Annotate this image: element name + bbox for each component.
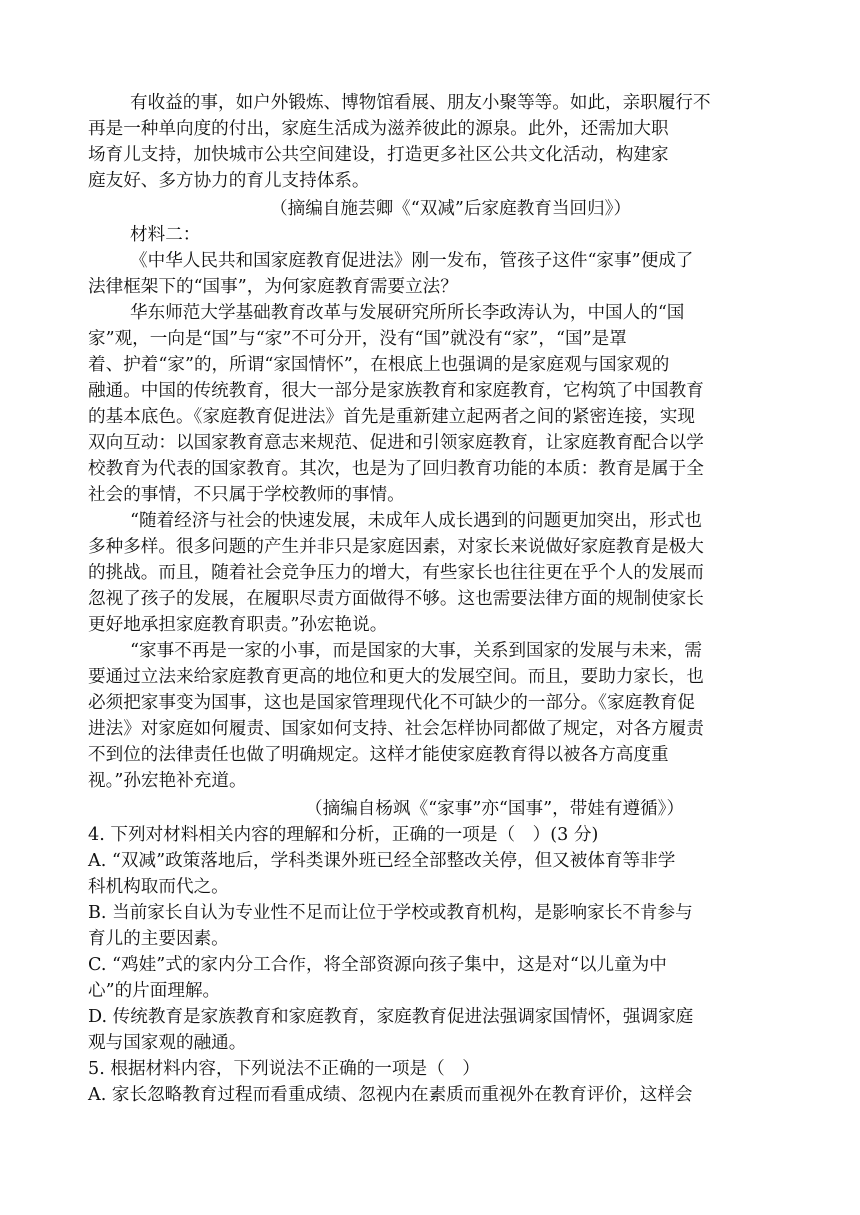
text-line: 必须把家事变为国事，这也是国家管理现代化不可缺少的一部分。《家庭教育促 <box>88 693 695 713</box>
text-line: 不到位的法律责任也做了明确规定。这样才能使家庭教育得以被各方高度重 <box>88 745 669 765</box>
text-line: 更好地承担家庭教育职责。”孙宏艳说。 <box>88 615 388 635</box>
text-line: 家”观，一向是“国”与“家”不可分开，没有“国”就没有“家”，“国”是罩 <box>88 329 627 349</box>
answer-option-c: 心”的片面理解。 <box>88 981 221 1001</box>
text-line: 的基本底色。《家庭教育促进法》首先是重新建立起两者之间的紧密连接，实现 <box>88 407 695 427</box>
answer-option-b: 育儿的主要因素。 <box>88 929 229 949</box>
answer-option-d: D. 传统教育是家族教育和家庭教育，家庭教育促进法强调家国情怀，强调家庭 <box>88 1007 694 1027</box>
source-citation: （摘编自施芸卿《“双减”后家庭教育当回归》） <box>270 199 632 219</box>
text-line: 校教育为代表的国家教育。其次，也是为了回归教育功能的本质：教育是属于全 <box>88 459 704 479</box>
text-line: 忽视了孩子的发展，在履职尽责方面做得不够。这也需要法律方面的规制使家长 <box>88 589 704 609</box>
answer-option-a: 科机构取而代之。 <box>88 877 229 897</box>
question-stem: 4. 下列对材料相关内容的理解和分析，正确的一项是（ ）(3 分) <box>88 825 599 845</box>
text-line: 着、护着“家”的，所谓“家国情怀”，在根底上也强调的是家庭观与国家观的 <box>88 355 670 375</box>
text-line: 多种多样。很多问题的产生并非只是家庭因素，对家长来说做好家庭教育是极大 <box>88 537 704 557</box>
text-line: 法律框架下的“国事”，为何家庭教育需要立法？ <box>88 277 458 297</box>
question-stem: 5. 根据材料内容，下列说法不正确的一项是（ ） <box>88 1059 480 1079</box>
text-line: 融通。中国的传统教育，很大一部分是家族教育和家庭教育，它构筑了中国教育 <box>88 381 704 401</box>
source-citation: （摘编自杨飒《“家事”亦“国事”，带娃有遵循》） <box>305 799 685 819</box>
text-line: 进法》对家庭如何履责、国家如何支持、社会怎样协同都做了规定，对各方履责 <box>88 719 704 739</box>
text-line: 场育儿支持，加快城市公共空间建设，打造更多社区公共文化活动，构建家 <box>88 145 669 165</box>
text-line: 庭友好、多方协力的育儿支持体系。 <box>88 171 370 191</box>
text-line: 有收益的事，如户外锻炼、博物馆看展、朋友小聚等等。如此，亲职履行不 <box>130 93 711 113</box>
answer-option-a: A. 家长忽略教育过程而看重成绩、忽视内在素质而重视外在教育评价，这样会 <box>88 1085 693 1105</box>
text-line: 双向互动：以国家教育意志来规范、促进和引领家庭教育，让家庭教育配合以学 <box>88 433 704 453</box>
text-line: 再是一种单向度的付出，家庭生活成为滋养彼此的源泉。此外，还需加大职 <box>88 119 669 139</box>
answer-option-c: C. “鸡娃”式的家内分工合作，将全部资源向孩子集中，这是对“以儿童为中 <box>88 955 667 975</box>
text-line: 要通过立法来给家庭教育更高的地位和更大的发展空间。而且，要助力家长，也 <box>88 667 704 687</box>
text-line: 《中华人民共和国家庭教育促进法》刚一发布，管孩子这件“家事”便成了 <box>130 251 694 271</box>
text-line: “随着经济与社会的快速发展，未成年人成长遇到的问题更加突出，形式也 <box>130 511 702 531</box>
text-line: “家事不再是一家的小事，而是国家的大事，关系到国家的发展与未来，需 <box>130 641 702 661</box>
text-line: 的挑战。而且，随着社会竞争压力的增大，有些家长也往往更在乎个人的发展而 <box>88 563 704 583</box>
section-heading: 材料二： <box>130 225 201 245</box>
text-line: 视。”孙宏艳补充道。 <box>88 771 247 791</box>
answer-option-b: B. 当前家长自认为专业性不足而让位于学校或教育机构，是影响家长不肯参与 <box>88 903 693 923</box>
answer-option-a: A. “双减”政策落地后，学科类课外班已经全部整改关停，但又被体育等非学 <box>88 851 676 871</box>
text-line: 社会的事情，不只属于学校教师的事情。 <box>88 485 405 505</box>
answer-option-d: 观与国家观的融通。 <box>88 1033 247 1053</box>
text-line: 华东师范大学基础教育改革与发展研究所所长李政涛认为，中国人的“国 <box>130 303 685 323</box>
